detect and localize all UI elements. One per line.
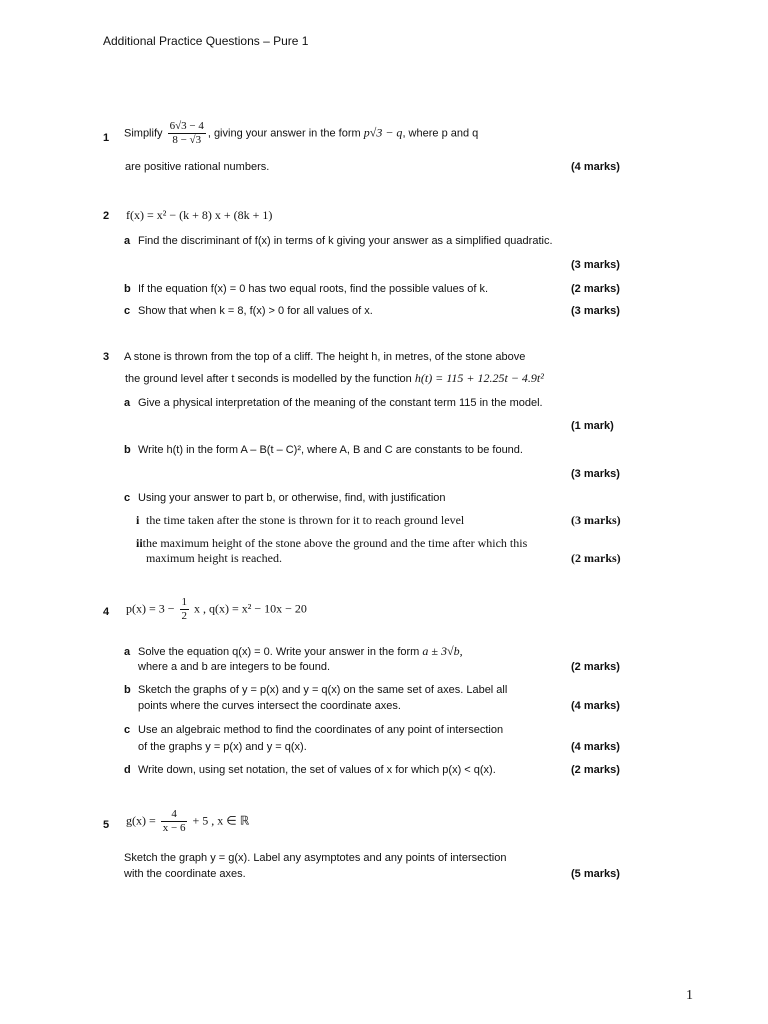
q3-a-label: a bbox=[124, 397, 131, 409]
q1-line2: are positive rational numbers. bbox=[125, 161, 270, 173]
q3-c-label: c bbox=[124, 492, 131, 504]
question-2-number: 2 bbox=[103, 210, 110, 222]
q3-part-b bbox=[124, 444, 523, 456]
q4-a-marks: (2 marks) bbox=[571, 661, 620, 673]
q3-part-c-ii bbox=[136, 536, 527, 551]
q4-q-function: q(x) = x² − 10x − 20 bbox=[209, 601, 307, 616]
q4-c-marks: (4 marks) bbox=[571, 741, 620, 753]
q4-c-text2: of the graphs y = p(x) and y = q(x). bbox=[138, 741, 307, 753]
q4-a-form: a ± 3√b, bbox=[422, 644, 463, 658]
q1-fraction bbox=[168, 120, 206, 147]
q3-c-text: Using your answer to part b, or otherwise, find, with justification bbox=[138, 492, 446, 504]
q3-part-a bbox=[124, 397, 543, 409]
q1-tail: , where p and q bbox=[402, 127, 479, 140]
q1-marks: (4 marks) bbox=[571, 161, 620, 173]
q2-part-a bbox=[124, 235, 553, 247]
q4-functions bbox=[126, 596, 307, 623]
q3-ci-label: i bbox=[136, 513, 140, 527]
q3-line2 bbox=[125, 371, 544, 386]
q4-d-label: d bbox=[124, 764, 131, 776]
q4-b-label: b bbox=[124, 684, 131, 696]
q1-form: p√3 − q bbox=[363, 125, 403, 140]
q4-d-text: Write down, using set notation, the set of values of x for which p(x) < q(x). bbox=[138, 764, 496, 776]
q5-post: + 5 , x ∈ ℝ bbox=[192, 813, 250, 828]
q3-ci-text: the time taken after the stone is thrown for it to reach ground level bbox=[146, 513, 465, 527]
q4-a-label: a bbox=[124, 646, 131, 658]
q3-cii-label: ii bbox=[136, 536, 143, 550]
q2-a-label: a bbox=[124, 235, 131, 247]
q2-a-marks: (3 marks) bbox=[571, 259, 620, 271]
question-3-number: 3 bbox=[103, 351, 110, 363]
q4-p-post: x , bbox=[194, 601, 207, 616]
q2-b-marks: (2 marks) bbox=[571, 283, 620, 295]
question-5-number: 5 bbox=[103, 819, 110, 831]
q5-fraction bbox=[161, 808, 188, 835]
q3-b-marks: (3 marks) bbox=[571, 468, 620, 480]
q2-b-label: b bbox=[124, 283, 131, 295]
question-4-number: 4 bbox=[103, 606, 110, 618]
q3-a-marks: (1 mark) bbox=[571, 420, 614, 432]
q3-part-c-i bbox=[136, 513, 464, 528]
q4-p-pre: p(x) = 3 − bbox=[126, 601, 175, 616]
q3-b-text: Write h(t) in the form A – B(t – C)², where A, B and C are constants to be found. bbox=[138, 444, 523, 456]
q2-c-marks: (3 marks) bbox=[571, 305, 620, 317]
q5-frac-numerator: 4 bbox=[161, 808, 188, 822]
q4-part-b bbox=[124, 684, 507, 696]
q4-p-frac-denominator: 2 bbox=[181, 610, 188, 622]
page-number: 1 bbox=[686, 988, 693, 1003]
q3-cii-marks: (2 marks) bbox=[571, 551, 621, 565]
q1-mid: , giving your answer in the form bbox=[207, 127, 361, 140]
q4-d-marks: (2 marks) bbox=[571, 764, 620, 776]
q1-frac-denominator: 8 − √3 bbox=[172, 134, 202, 146]
question-1-number: 1 bbox=[103, 132, 110, 144]
q4-p-fraction bbox=[180, 596, 190, 623]
q3-part-c bbox=[124, 492, 446, 504]
q3-line2-text: the ground level after t seconds is modelled by the function bbox=[125, 373, 412, 385]
q3-function: h(t) = 115 + 12.25t − 4.9t² bbox=[414, 371, 544, 385]
q4-part-c bbox=[124, 724, 503, 736]
q4-part-d bbox=[124, 764, 496, 776]
q5-frac-denominator: x − 6 bbox=[162, 822, 186, 834]
q2-part-c bbox=[124, 305, 373, 317]
q5-pre: g(x) = bbox=[126, 813, 156, 828]
q5-line2: with the coordinate axes. bbox=[124, 868, 246, 880]
q4-a-text: Solve the equation q(x) = 0. Write your answer in the form bbox=[138, 646, 420, 658]
page-header: Additional Practice Questions – Pure 1 bbox=[103, 34, 309, 48]
q4-c-text: Use an algebraic method to find the coordinates of any point of intersection bbox=[138, 724, 504, 736]
q4-b-text: Sketch the graphs of y = p(x) and y = q(x) on the same set of axes. Label all bbox=[138, 684, 508, 696]
q4-b-text2: points where the curves intersect the coordinate axes. bbox=[138, 700, 401, 712]
q2-function: f(x) = x² − (k + 8) x + (8k + 1) bbox=[126, 208, 273, 222]
q2-a-text: Find the discriminant of f(x) in terms of k giving your answer as a simplified quadratic. bbox=[138, 235, 553, 247]
q4-c-label: c bbox=[124, 724, 131, 736]
q5-function bbox=[126, 808, 249, 835]
q3-cii-text2: maximum height is reached. bbox=[146, 551, 282, 565]
q3-ci-marks: (3 marks) bbox=[571, 513, 621, 527]
q5-marks: (5 marks) bbox=[571, 868, 620, 880]
q5-line1: Sketch the graph y = g(x). Label any asymptotes and any points of intersection bbox=[124, 852, 507, 864]
q3-b-label: b bbox=[124, 444, 131, 456]
q3-line1: A stone is thrown from the top of a cliff. The height h, in metres, of the stone above bbox=[124, 351, 526, 363]
q3-a-text: Give a physical interpretation of the meaning of the constant term 115 in the model. bbox=[138, 397, 543, 409]
q4-b-marks: (4 marks) bbox=[571, 700, 620, 712]
q2-c-label: c bbox=[124, 305, 131, 317]
q3-cii-text1: the maximum height of the stone above the ground and the time after which this bbox=[142, 536, 528, 550]
question-1-stem bbox=[124, 120, 478, 147]
q2-part-b bbox=[124, 283, 488, 295]
q4-a-text2: where a and b are integers to be found. bbox=[138, 661, 331, 673]
q1-intro: Simplify bbox=[124, 127, 163, 140]
q4-p-frac-numerator: 1 bbox=[181, 596, 188, 608]
q2-c-text: Show that when k = 8, f(x) > 0 for all values of x. bbox=[138, 305, 373, 317]
q4-part-a bbox=[124, 644, 463, 659]
q1-frac-numerator: 6√3 − 4 bbox=[169, 120, 204, 132]
q2-b-text: If the equation f(x) = 0 has two equal roots, find the possible values of k. bbox=[138, 283, 489, 295]
